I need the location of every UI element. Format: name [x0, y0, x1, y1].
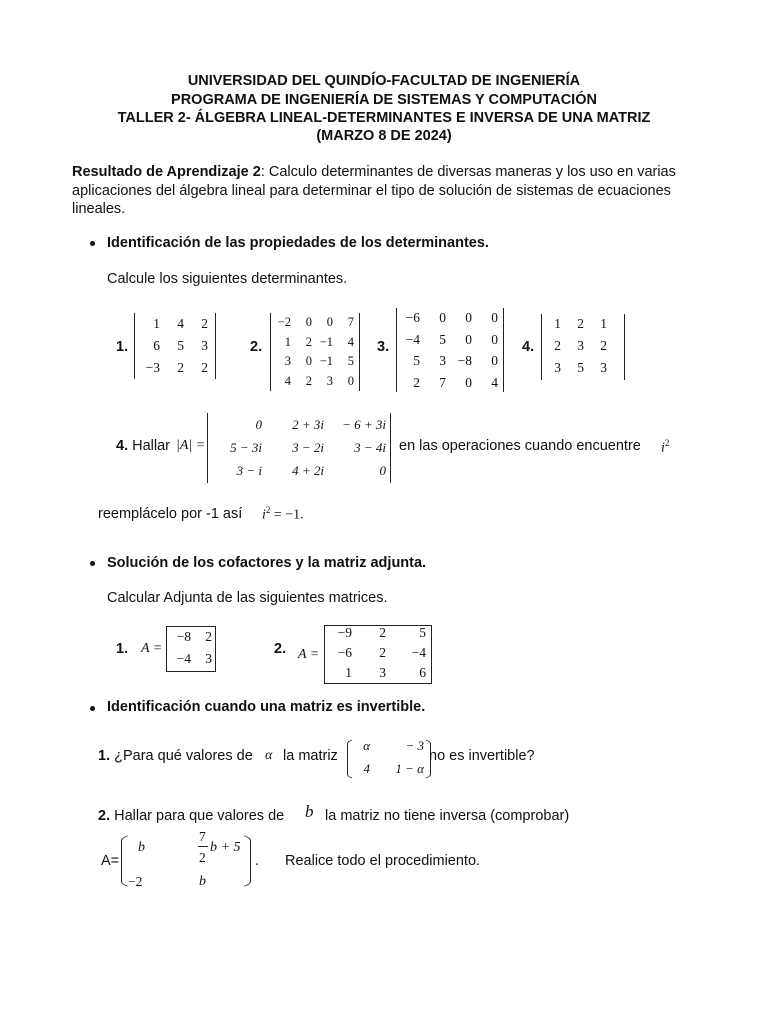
q2-frac-num: 7 [199, 829, 206, 844]
q2-b: b [305, 802, 314, 821]
det2-cell: 2 [305, 373, 312, 388]
q1-cell: 1 − α [395, 761, 424, 776]
det3-cell: 5 [413, 353, 420, 368]
replace-text: reemplácelo por -1 así [98, 506, 243, 522]
q2-dot: . [255, 853, 260, 869]
det1-cell: 1 [153, 316, 160, 331]
item4-text: Hallar [132, 438, 170, 454]
replace-rhs: = −1. [270, 507, 304, 523]
det3-cell: 7 [439, 374, 446, 390]
m1-cell: 3 [205, 651, 212, 666]
q2-text: Hallar para que valores de [110, 808, 285, 824]
m2-cell: −4 [411, 645, 426, 660]
m1-label: 1. [116, 641, 129, 657]
q2-cell-b1: b [138, 840, 145, 855]
q1-cell: α [363, 738, 370, 753]
det2-label: 2. [250, 339, 263, 355]
learning-outcome [72, 163, 712, 219]
det3-cell: 4 [491, 374, 498, 390]
q2-label: 2. [98, 808, 111, 824]
det3-cell: 0 [465, 331, 472, 347]
m2-matrix [326, 623, 426, 683]
bullet-icon [90, 706, 95, 711]
m2-cell: 1 [345, 665, 352, 680]
m1-cell: −4 [176, 651, 191, 666]
m2-cell: 5 [419, 625, 426, 640]
q1-text2: la matriz [283, 748, 338, 764]
det4-cell: 3 [577, 338, 584, 353]
outcome-text: : Calculo determinantes de diversas maneras y los uso en varias aplicaciones del álgebra lineal para determinar el tipo de solución de sistemas de ecuaciones lineales. [72, 164, 676, 217]
item4-cell: 3 − 4i [354, 440, 386, 455]
section1-instruction: Calcule los siguientes determinantes. [107, 271, 348, 287]
q2-cell-m2: −2 [128, 874, 143, 889]
det3-cell: 0 [491, 331, 498, 347]
det3-matrix [396, 307, 498, 393]
q1-matrix [354, 734, 424, 780]
det4-label: 4. [522, 339, 535, 355]
item4-cell: 3 − i [236, 463, 262, 478]
header-line-4: (MARZO 8 DE 2024) [316, 128, 452, 144]
item4-cell: 3 − 2i [292, 440, 324, 455]
outcome-label: Resultado de Aprendizaje 2 [72, 164, 261, 180]
item4-cell: 0 [379, 463, 386, 478]
det2-cell: 4 [347, 334, 354, 349]
m2-cell: 2 [379, 645, 386, 660]
q1-end: no es invertible? [429, 748, 535, 764]
det1-cell: 6 [153, 338, 160, 353]
det2-cell: 1 [284, 334, 291, 349]
bullet-icon [90, 241, 95, 246]
det2-cell: −1 [319, 334, 333, 349]
det2-cell: 0 [326, 315, 333, 329]
q2-frac-rest: b + 5 [210, 840, 241, 855]
det3-cell: −4 [405, 331, 420, 347]
det1-cell: 5 [177, 338, 184, 353]
q2-cell-b2: b [199, 874, 206, 889]
det2-cell: −2 [277, 315, 291, 329]
item4-after: en las operaciones cuando encuentre [399, 438, 641, 454]
item4-line [116, 438, 170, 454]
det4-cell: 2 [600, 338, 607, 353]
det3-cell: −8 [457, 353, 472, 368]
det4-matrix [542, 313, 607, 379]
det2-cell: 2 [305, 334, 312, 349]
m2-cell: −6 [337, 645, 352, 660]
det3-cell: 0 [465, 310, 472, 325]
det4-cell: 1 [600, 316, 607, 331]
m1-matrix [169, 626, 212, 670]
det3-cell: 5 [439, 331, 446, 347]
section2-instruction: Calcular Adjunta de las siguientes matrices. [107, 590, 388, 606]
q1-label: 1. [98, 748, 111, 764]
item4-cell: 4 + 2i [292, 463, 324, 478]
q2-frac-bar [198, 846, 208, 847]
replace-i: i [262, 507, 266, 523]
det2-cell: 5 [347, 354, 354, 368]
i-exponent: 2 [664, 438, 670, 448]
det2-cell: −1 [319, 354, 333, 368]
det2-cell: 0 [305, 354, 312, 368]
q2-A: A= [101, 853, 120, 869]
header-line-2: PROGRAMA DE INGENIERÍA DE SISTEMAS Y COMPUTACIÓN [171, 92, 597, 108]
det4-cell: 2 [577, 316, 584, 331]
det1-cell: 2 [177, 360, 184, 375]
det2-cell: 7 [347, 315, 354, 329]
det3-cell: 2 [413, 374, 420, 390]
m2-cell: 6 [419, 665, 426, 680]
m1-cell: 2 [205, 629, 212, 644]
section3-title: Identificación cuando una matriz es invertible. [107, 699, 426, 715]
det1-cell: 2 [201, 316, 208, 331]
det4-cell: 3 [554, 360, 561, 375]
q1-text: ¿Para qué valores de [110, 748, 253, 764]
replace-eq [262, 505, 304, 524]
det1-cell: 2 [201, 360, 208, 375]
item4-A: |A| = [176, 438, 206, 453]
bullet-icon [90, 561, 95, 566]
det3-cell: 0 [491, 353, 498, 368]
det2-matrix [272, 313, 354, 391]
q1-cell: 4 [363, 761, 370, 776]
det2-cell: 3 [284, 354, 291, 368]
det3-cell: 0 [439, 310, 446, 325]
det1-cell: 4 [177, 316, 184, 331]
section2-title: Solución de los cofactores y la matriz adjunta. [107, 555, 427, 571]
section1-title: Identificación de las propiedades de los determinantes. [107, 235, 489, 251]
m2-label: 2. [274, 641, 287, 657]
m2-cell: 3 [379, 665, 386, 680]
q1-line [98, 748, 253, 764]
m2-cell: 2 [379, 625, 386, 640]
q1-alpha: α [265, 748, 273, 763]
det3-cell: 0 [465, 374, 472, 390]
m2-cell: −9 [337, 625, 352, 640]
det4-cell: 3 [600, 360, 607, 375]
item4-matrix [210, 413, 386, 482]
item4-label: 4. [116, 438, 129, 454]
det1-label: 1. [116, 339, 129, 355]
q2-end: Realice todo el procedimiento. [285, 853, 481, 869]
replace-exponent: 2 [265, 505, 271, 515]
det3-label: 3. [377, 339, 390, 355]
item4-cell: − 6 + 3i [342, 417, 386, 432]
item4-cell: 0 [255, 417, 262, 432]
m1-cell: −8 [176, 629, 191, 644]
det2-cell: 3 [326, 373, 333, 388]
det1-cell: 3 [201, 338, 208, 353]
m2-A: A = [298, 647, 320, 662]
det1-matrix [138, 313, 208, 379]
item4-cell: 5 − 3i [230, 440, 262, 455]
m1-A: A = [141, 641, 163, 656]
item4-i2 [661, 438, 669, 457]
q2-frac-den: 2 [199, 850, 206, 865]
det3-cell: 3 [439, 353, 446, 368]
det1-cell: −3 [145, 360, 160, 375]
det4-cell: 1 [554, 316, 561, 331]
q1-cell: − 3 [405, 738, 424, 753]
q2-line [98, 808, 284, 824]
det2-cell: 0 [347, 373, 354, 388]
det2-cell: 0 [305, 315, 312, 329]
det3-cell: 0 [491, 310, 498, 325]
header-line-1: UNIVERSIDAD DEL QUINDÍO-FACULTAD DE INGENIERÍA [187, 73, 581, 89]
header-line-3: TALLER 2- ÁLGEBRA LINEAL-DETERMINANTES E INVERSA DE UNA MATRIZ [117, 110, 651, 126]
q2-text2: la matriz no tiene inversa (comprobar) [325, 808, 570, 824]
det3-cell: −6 [405, 310, 420, 325]
det4-cell: 2 [554, 338, 561, 353]
det2-cell: 4 [284, 373, 291, 388]
i-symbol: i [661, 440, 665, 456]
det4-cell: 5 [577, 360, 584, 375]
item4-cell: 2 + 3i [292, 417, 324, 432]
